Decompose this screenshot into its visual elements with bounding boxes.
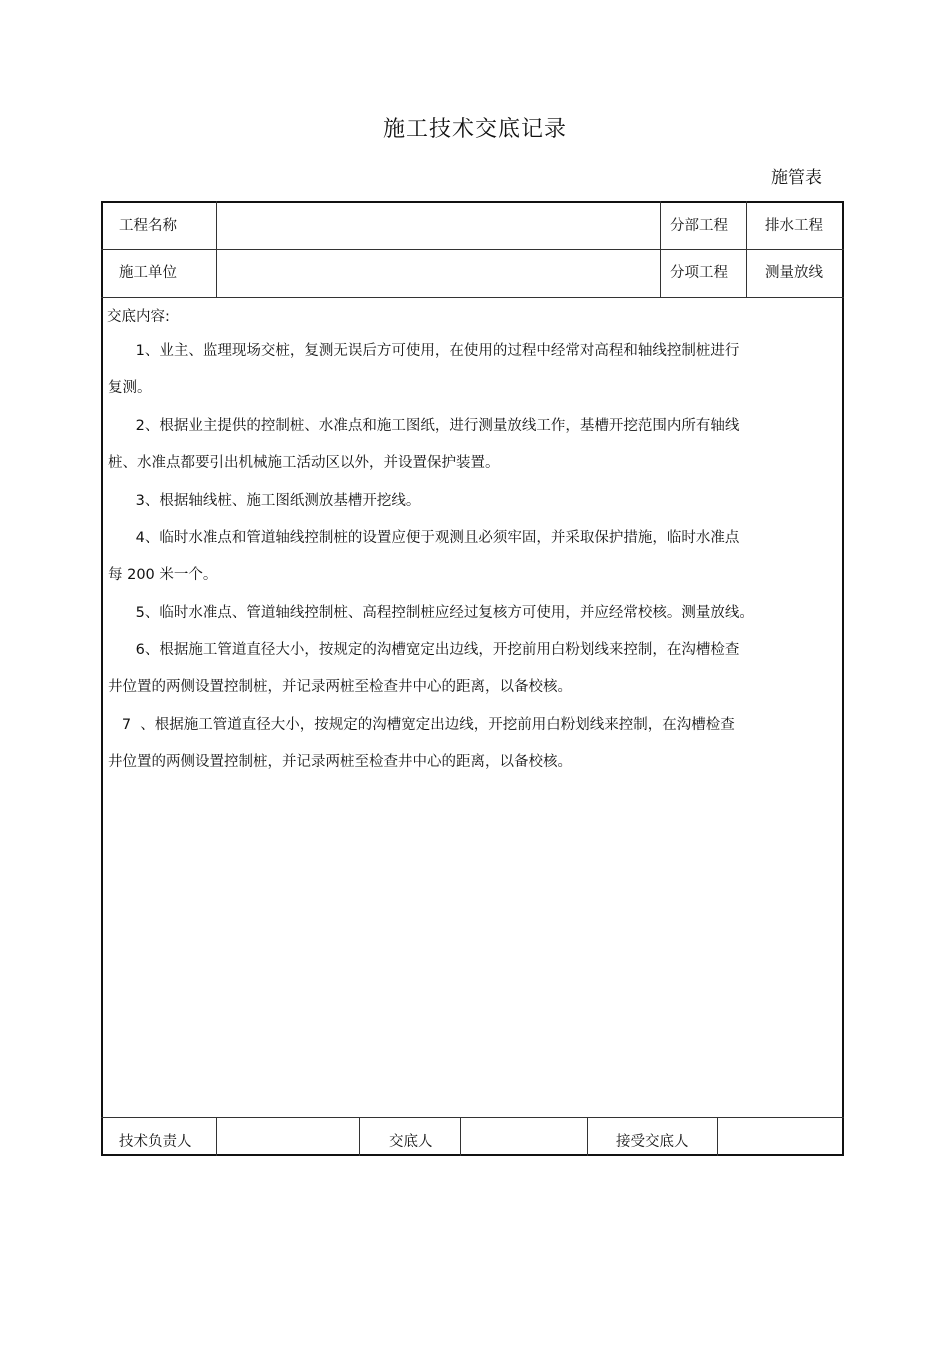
content-line: 3、根据轴线桩、施工图纸测放基槽开挖线。 — [108, 493, 421, 509]
discloser-label: 交底人 — [389, 1134, 433, 1150]
division-value: 排水工程 — [765, 218, 823, 234]
column-divider — [660, 201, 661, 297]
row-divider — [101, 249, 844, 250]
content-line: 井位置的两侧设置控制桩，并记录两桩至检查井中心的距离，以备校核。 — [108, 679, 572, 695]
content-line: 6、根据施工管道直径大小，按规定的沟槽宽定出边线，开挖前用白粉划线来控制，在沟槽检查 — [108, 642, 740, 658]
division-label: 分部工程 — [670, 218, 728, 234]
content-line: 井位置的两侧设置控制桩，并记录两桩至检查井中心的距离，以备校核。 — [108, 754, 572, 770]
project-name-label: 工程名称 — [119, 218, 177, 234]
document-title: 施工技术交底记录 — [382, 117, 567, 142]
column-divider — [216, 1117, 217, 1156]
receiver-label: 接受交底人 — [616, 1134, 689, 1150]
content-line: 4、临时水准点和管道轴线控制桩的设置应便于观测且必须牢固，并采取保护措施，临时水准点 — [108, 530, 740, 546]
content-line: 2、根据业主提供的控制桩、水准点和施工图纸，进行测量放线工作，基槽开挖范围内所有轴线 — [108, 418, 740, 434]
column-divider — [359, 1117, 360, 1156]
tech-lead-label: 技术负责人 — [119, 1134, 192, 1150]
row-divider — [101, 1117, 844, 1118]
column-divider — [216, 201, 217, 297]
content-line: 5、临时水准点、管道轴线控制桩、高程控制桩应经过复核方可使用，并应经常校核。测量放线。 — [108, 605, 754, 621]
content-line: 1、业主、监理现场交桩，复测无误后方可使用，在使用的过程中经常对高程和轴线控制桩进行 — [108, 343, 740, 359]
content-line: 桩、水准点都要引出机械施工活动区以外，并设置保护装置。 — [108, 455, 500, 471]
form-code: 施管表 — [771, 168, 822, 188]
content-line: 每 200 米一个。 — [108, 567, 218, 583]
subitem-value: 测量放线 — [765, 265, 823, 281]
content-line: 7 、根据施工管道直径大小，按规定的沟槽宽定出边线，开挖前用白粉划线来控制，在沟槽检查 — [108, 717, 735, 733]
column-divider — [460, 1117, 461, 1156]
content-line: 复测。 — [108, 380, 152, 396]
column-divider — [746, 201, 747, 297]
contractor-label: 施工单位 — [119, 265, 177, 281]
content-heading: 交底内容: — [107, 309, 170, 325]
column-divider — [587, 1117, 588, 1156]
subitem-label: 分项工程 — [670, 265, 728, 281]
column-divider — [717, 1117, 718, 1156]
row-divider — [101, 297, 844, 298]
